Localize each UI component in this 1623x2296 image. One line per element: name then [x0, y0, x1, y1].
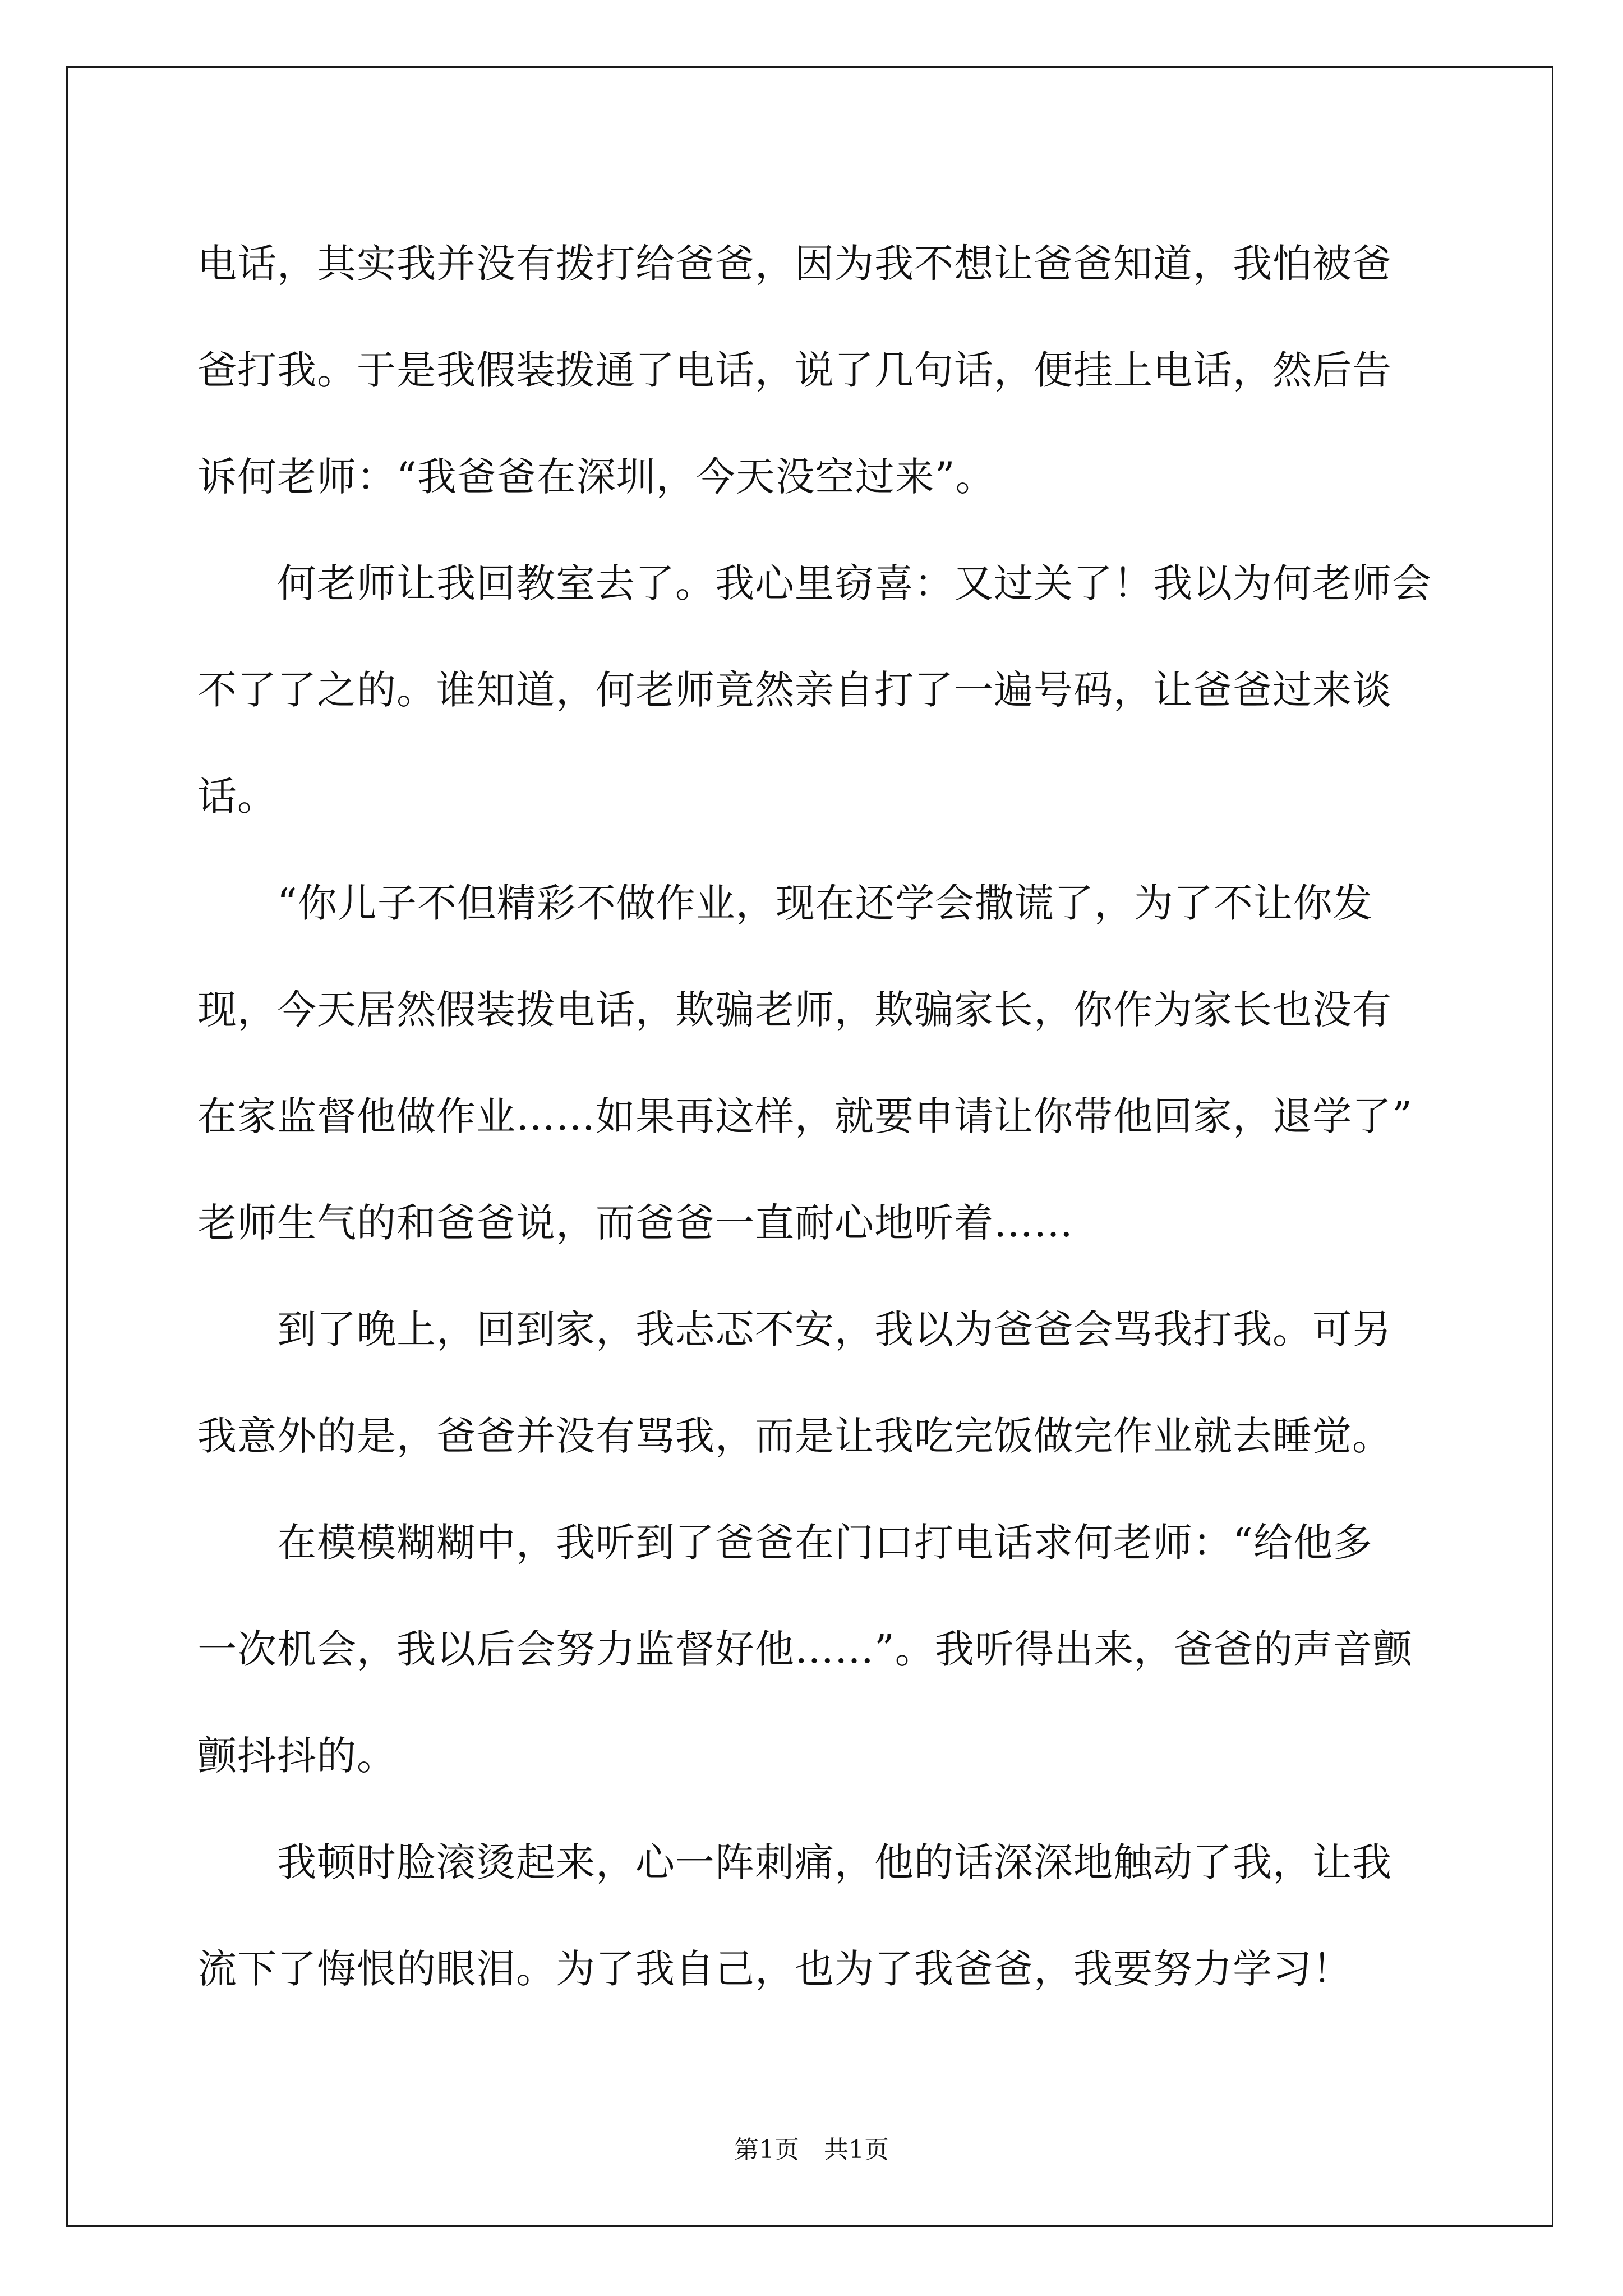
text-line: 我顿时脸滚烫起来，心一阵刺痛，他的话深深地触动了我，让我	[197, 1839, 1392, 1885]
page-footer	[0, 2129, 1623, 2165]
text-line: 流下了悔恨的眼泪。为了我自己，也为了我爸爸，我要努力学习！	[197, 1946, 1352, 1992]
paragraph	[197, 1276, 1420, 1489]
text-line: 何老师让我回教室去了。我心里窃喜：又过关了！我以为何老师会	[197, 560, 1432, 606]
text-line: 到了晚上，回到家，我忐忑不安，我以为爸爸会骂我打我。可另	[197, 1306, 1392, 1352]
text-line: 爸打我。于是我假装拨通了电话，说了几句话，便挂上电话，然后告	[197, 347, 1392, 393]
text-line: 不了了之的。谁知道，何老师竟然亲自打了一遍号码，让爸爸过来谈	[197, 667, 1392, 713]
page-number-label: 第1页 共1页	[734, 2136, 889, 2164]
text-line: 颤抖抖的。	[197, 1733, 396, 1779]
text-line: 我意外的是，爸爸并没有骂我，而是让我吃完饭做完作业就去睡觉。	[197, 1413, 1392, 1459]
paragraph	[197, 850, 1420, 1276]
text-line: “你儿子不但精彩不做作业，现在还学会撒谎了，为了不让你发	[197, 880, 1373, 926]
text-line: 一次机会，我以后会努力监督好他……”。我听得出来，爸爸的声音颤	[197, 1626, 1413, 1672]
document-body	[197, 210, 1432, 2022]
text-line: 电话，其实我并没有拨打给爸爸，因为我不想让爸爸知道，我怕被爸	[197, 241, 1392, 287]
text-line: 老师生气的和爸爸说，而爸爸一直耐心地听着……	[197, 1200, 1073, 1246]
text-line: 在模模糊糊中，我听到了爸爸在门口打电话求何老师：“给他多	[197, 1520, 1373, 1566]
text-line: 诉何老师：“我爸爸在深圳，今天没空过来”。	[197, 454, 995, 500]
paragraph	[197, 530, 1432, 850]
paragraph	[197, 1489, 1420, 1809]
paragraph	[197, 1809, 1420, 2022]
text-line: 话。	[197, 774, 277, 820]
paragraph	[197, 210, 1420, 530]
text-line: 在家监督他做作业……如果再这样，就要申请让你带他回家，退学了”	[197, 1093, 1413, 1139]
text-line: 现，今天居然假装拨电话，欺骗老师，欺骗家长，你作为家长也没有	[197, 987, 1392, 1033]
